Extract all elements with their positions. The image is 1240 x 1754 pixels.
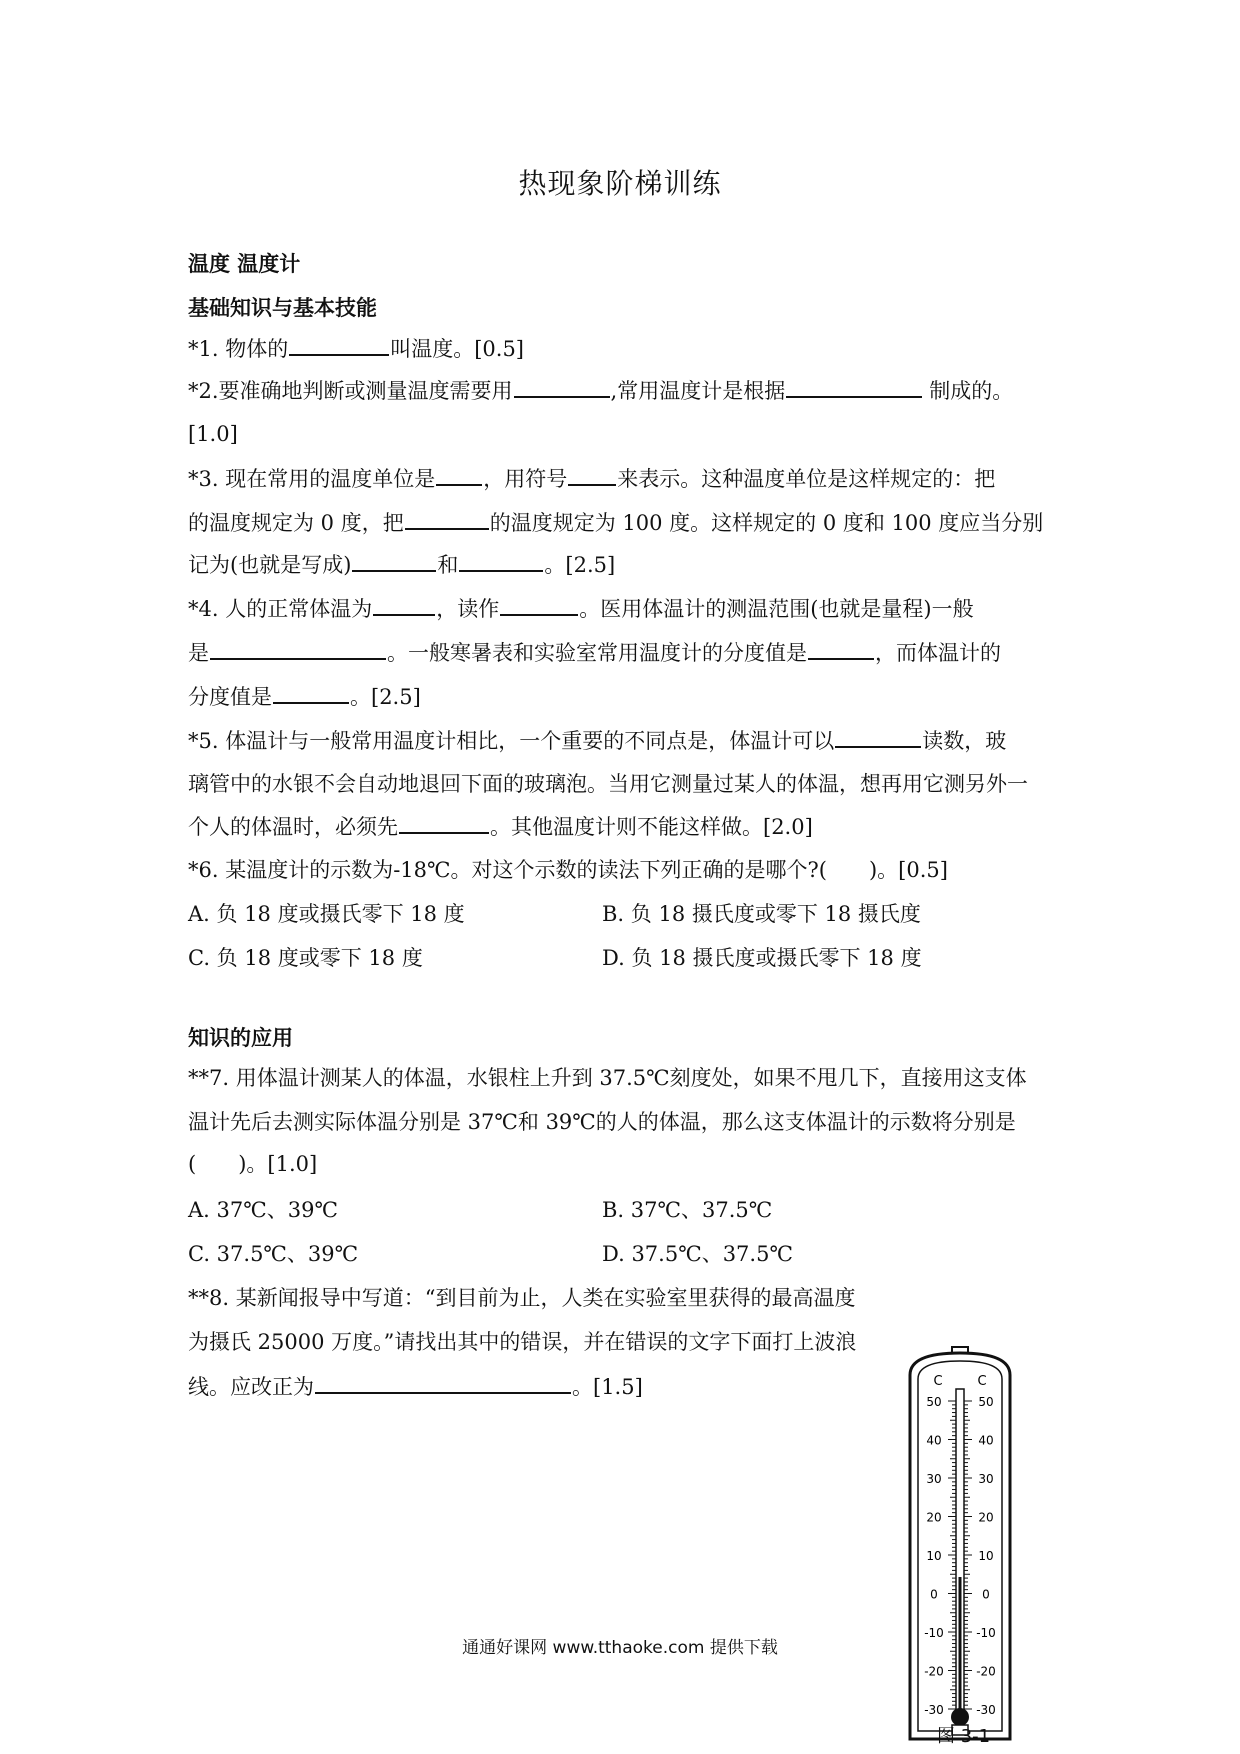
question-7-line-1: **7. 用体温计测某人的体温，水银柱上升到 37.5℃刻度处，如果不甩几下，直接用这支体 [188, 1066, 1027, 1090]
answer-blank [835, 726, 921, 748]
question-7-line-2: 温计先后去测实际体温分别是 37℃和 39℃的人的体温，那么这支体温计的示数将分别是 [188, 1110, 1016, 1134]
answer-blank [399, 812, 489, 834]
question-3-text-d: 的温度规定为 0 度，把 [188, 511, 404, 535]
answer-blank [459, 550, 543, 572]
question-5-text-a: *5. 体温计与一般常用温度计相比，一个重要的不同点是，体温计可以 [188, 729, 835, 753]
scale-label: 20 [926, 1510, 942, 1525]
scale-label: -30 [924, 1703, 944, 1717]
scale-label: 50 [978, 1395, 994, 1409]
question-7-line-3: ( )。[1.0] [188, 1152, 318, 1176]
question-2-text-a: *2.要准确地判断或测量温度需要用 [188, 379, 513, 403]
question-4-line-2 [188, 638, 1001, 667]
answer-blank [568, 464, 616, 486]
question-4-text-h: 。[2.5] [350, 685, 421, 709]
answer-blank [210, 638, 386, 660]
question-3-text-a: *3. 现在常用的温度单位是 [188, 467, 436, 491]
question-8-text-a: 线。应改正为 [188, 1375, 314, 1399]
question-4-text-g: 分度值是 [188, 685, 272, 709]
question-6-option-a: A. 负 18 度或摄氏零下 18 度 [188, 902, 465, 926]
question-3-line-2 [188, 508, 1043, 537]
question-6-stem: *6. 某温度计的示数为-18℃。对这个示数的读法下列正确的是哪个?( )。[0.5] [188, 858, 948, 882]
answer-blank [273, 682, 349, 704]
answer-blank [373, 594, 435, 616]
scale-label: 30 [926, 1472, 942, 1486]
question-1 [188, 334, 524, 363]
question-5-line-2: 璃管中的水银不会自动地退回下面的玻璃泡。当用它测量过某人的体温，想再用它测另外一 [188, 772, 1028, 796]
answer-blank [500, 594, 578, 616]
question-5-text-e: 。其他温度计则不能这样做。[2.0] [490, 815, 813, 839]
question-7-option-c: C. 37.5℃、39℃ [188, 1242, 359, 1266]
answer-blank [436, 464, 482, 486]
question-2 [188, 376, 1013, 405]
question-7-option-d: D. 37.5℃、37.5℃ [602, 1242, 793, 1266]
question-6-option-c: C. 负 18 度或零下 18 度 [188, 946, 423, 970]
unit-label-right: C [977, 1374, 987, 1389]
question-5-text-b: 读数，玻 [922, 729, 1007, 753]
scale-label: 0 [930, 1587, 938, 1602]
question-3-text-f: 记为(也就是写成) [188, 553, 352, 577]
question-5-text-d: 个人的体温时，必须先 [188, 815, 398, 839]
question-1-text-b: 叫温度。[0.5] [390, 337, 525, 361]
scale-label: 50 [926, 1395, 942, 1409]
answer-blank [514, 376, 610, 398]
question-4-text-d: 是 [188, 641, 209, 665]
scale-label: 40 [978, 1433, 994, 1448]
thermometer-icon [900, 1345, 1020, 1750]
question-8-line-2: 为摄氏 25000 万度。”请找出其中的错误，并在错误的文字下面打上波浪 [188, 1330, 857, 1354]
question-8-text-b: 。[1.5] [572, 1375, 643, 1399]
scale-label: 0 [982, 1587, 990, 1602]
question-3-text-c: 来表示。这种温度单位是这样规定的：把 [617, 467, 996, 491]
question-2-text-c: 制成的。 [929, 379, 1014, 403]
question-1-text-a: *1. 物体的 [188, 337, 289, 361]
scale-label: -10 [924, 1626, 944, 1640]
scale-label: 40 [926, 1433, 942, 1448]
question-6-option-b: B. 负 18 摄氏度或零下 18 摄氏度 [602, 902, 921, 926]
scale-label: 10 [978, 1549, 994, 1563]
answer-blank [786, 376, 922, 398]
page-title: 热现象阶梯训练 [518, 167, 722, 200]
question-3-text-h: 。[2.5] [544, 553, 616, 577]
question-5-line-1 [188, 726, 1006, 755]
scale-label: -30 [976, 1703, 996, 1717]
unit-label-left: C [933, 1374, 943, 1389]
subsection-heading-basics: 基础知识与基本技能 [188, 296, 377, 320]
question-4-text-c: 。医用体温计的测温范围(也就是量程)一般 [579, 597, 974, 621]
thermometer-scale-left [924, 1395, 944, 1717]
answer-blank [289, 334, 389, 356]
scale-label: -10 [976, 1626, 996, 1640]
question-8-line-1: **8. 某新闻报导中写道：“到目前为止，人类在实验室里获得的最高温度 [188, 1286, 856, 1310]
answer-blank [352, 550, 436, 572]
question-3-text-g: 和 [437, 553, 459, 577]
question-6-option-d: D. 负 18 摄氏度或摄氏零下 18 度 [602, 946, 922, 970]
question-4-text-b: ，读作 [436, 597, 500, 621]
page-footer: 通通好课网 www.tthaoke.com 提供下载 [462, 1638, 778, 1658]
answer-blank [808, 638, 874, 660]
question-3-line-3 [188, 550, 615, 579]
scale-label: 10 [926, 1549, 942, 1563]
figure-caption: 图 3-1 [937, 1726, 991, 1747]
question-3-text-b: ，用符号 [483, 467, 568, 491]
question-2-text-b: ,常用温度计是根据 [610, 379, 786, 403]
question-8-line-3 [188, 1372, 643, 1401]
section-heading-temperature: 温度 温度计 [188, 252, 301, 276]
question-7-option-a: A. 37℃、39℃ [188, 1198, 338, 1222]
question-4-text-e: 。一般寒暑表和实验室常用温度计的分度值是 [387, 641, 807, 665]
question-4-line-3 [188, 682, 421, 711]
question-7-option-b: B. 37℃、37.5℃ [602, 1198, 773, 1222]
question-3-line-1 [188, 464, 995, 493]
scale-label: 30 [978, 1472, 994, 1486]
thermometer-scale-right [976, 1395, 996, 1717]
question-4-line-1 [188, 594, 974, 623]
answer-blank [315, 1372, 571, 1394]
question-5-line-3 [188, 812, 813, 841]
question-4-text-f: ，而体温计的 [875, 641, 1001, 665]
question-4-text-a: *4. 人的正常体温为 [188, 597, 373, 621]
question-2-score: [1.0] [188, 422, 238, 446]
scale-label: 20 [978, 1510, 994, 1525]
question-3-text-e: 的温度规定为 100 度。这样规定的 0 度和 100 度应当分别 [489, 511, 1044, 535]
section-heading-application: 知识的应用 [188, 1026, 293, 1050]
scale-label: -20 [976, 1664, 996, 1679]
scale-label: -20 [924, 1664, 944, 1679]
answer-blank [405, 508, 489, 530]
